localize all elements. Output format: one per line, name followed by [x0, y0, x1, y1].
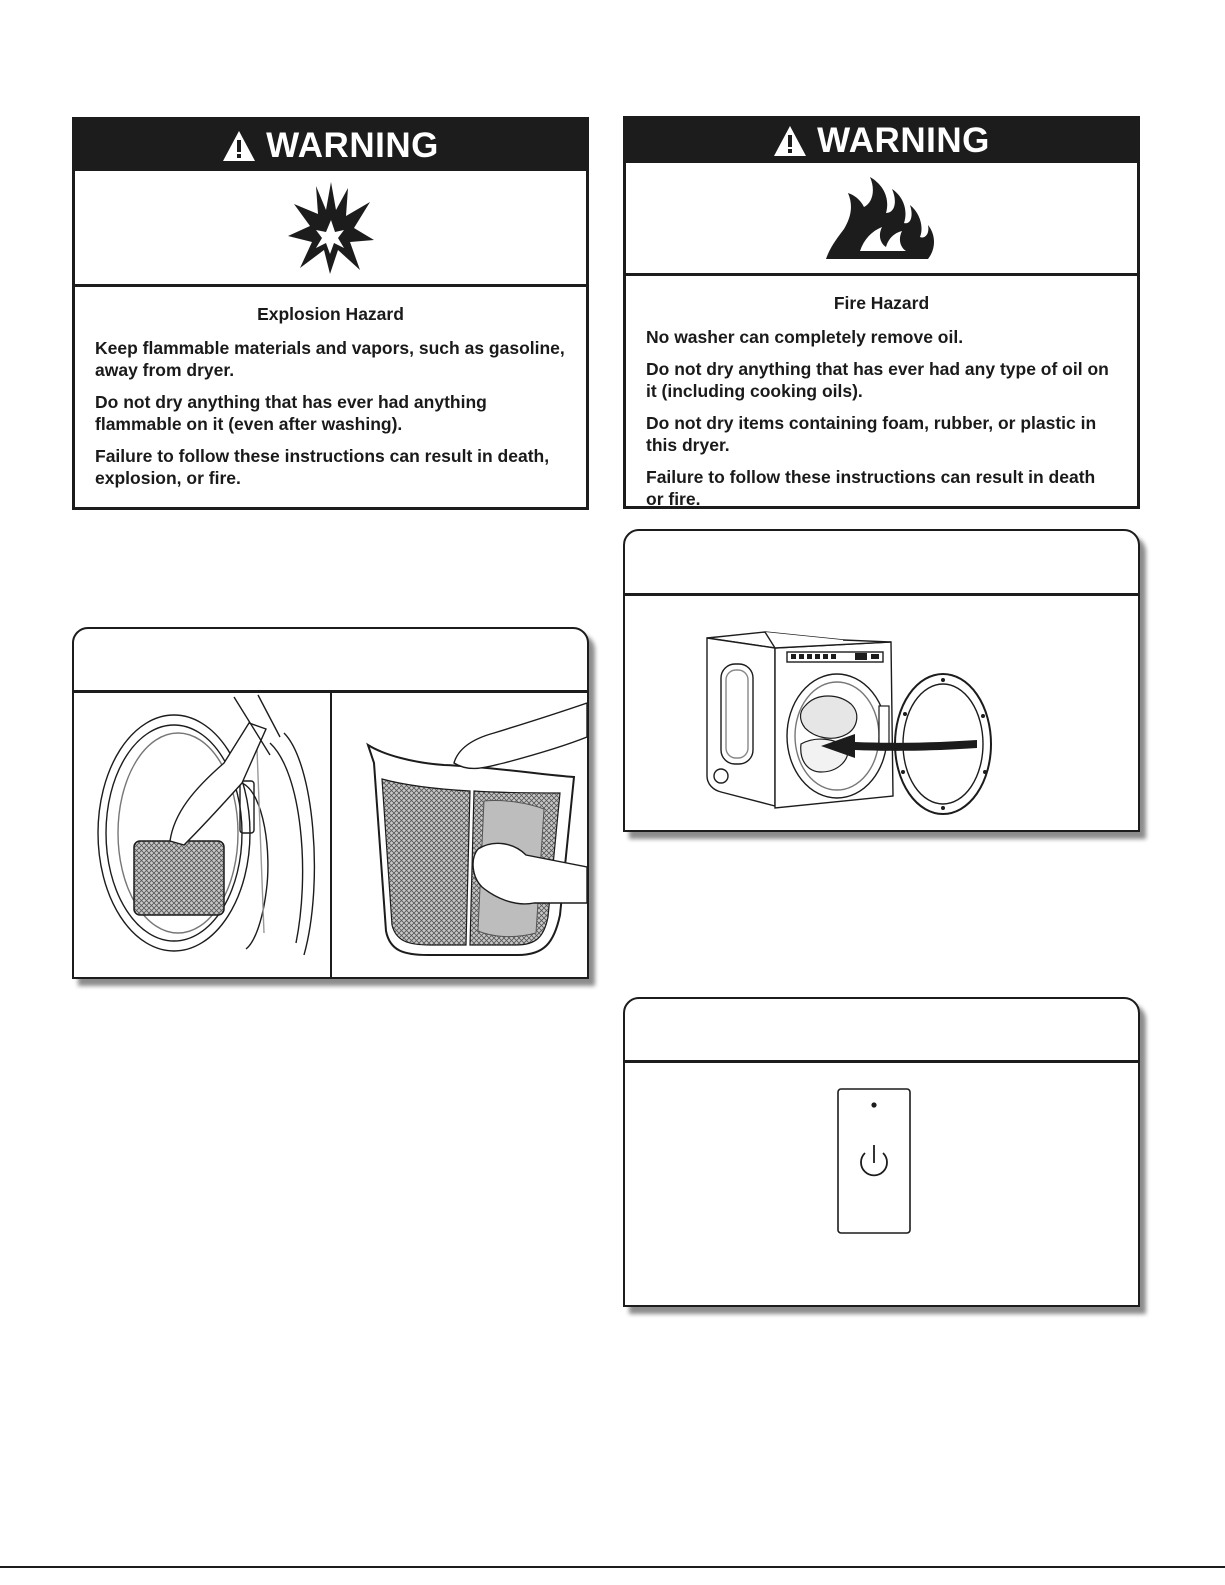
warning-line: Failure to follow these instructions can result in death or fire. [646, 467, 1096, 509]
fire-icon [824, 173, 939, 263]
power-button-panel [623, 997, 1140, 1307]
panel-title-bar [625, 531, 1138, 596]
warning-triangle-icon [773, 125, 807, 157]
warning-line: Do not dry anything that has ever had any type of oil on it (including cooking oils). [646, 359, 1109, 401]
warning-header [75, 120, 586, 171]
fire-warning-box [623, 116, 1140, 509]
dryer-illustration-area [625, 596, 1138, 830]
power-button-illustration [625, 1063, 1138, 1305]
explosion-symbol-area [75, 171, 586, 287]
warning-header-label: WARNING [266, 125, 439, 165]
warning-line: Keep flammable materials and vapors, such as gasoline, away from dryer. [95, 338, 565, 380]
dryer-open-door-illustration [625, 596, 1138, 830]
warning-line: Do not dry items containing foam, rubber, or plastic in this dryer. [646, 413, 1097, 455]
warning-line: No washer can completely remove oil. [646, 327, 964, 347]
hazard-title: Explosion Hazard [257, 304, 404, 324]
warning-header [626, 119, 1137, 163]
lint-screen-panel [72, 627, 589, 979]
fire-symbol-area [626, 163, 1137, 276]
panel-title-bar [74, 629, 587, 693]
power-button-area [625, 1063, 1138, 1305]
explosion-icon [286, 180, 376, 275]
fire-warning-text [626, 276, 1137, 510]
warning-line: Do not dry anything that has ever had anything flammable on it (even after washing). [95, 392, 487, 434]
footer-rule [0, 1566, 1225, 1568]
lint-screen-removal-illustration [74, 693, 587, 977]
explosion-warning-box [72, 117, 589, 510]
explosion-warning-text [75, 287, 586, 489]
hazard-title: Fire Hazard [833, 293, 930, 313]
warning-header-label: WARNING [817, 121, 990, 160]
dryer-drum-panel [623, 529, 1140, 832]
warning-line: Failure to follow these instructions can result in death, explosion, or fire. [95, 446, 550, 488]
warning-triangle-icon [222, 130, 256, 162]
panel-title-bar [625, 999, 1138, 1063]
lint-screen-illustrations [74, 693, 587, 977]
